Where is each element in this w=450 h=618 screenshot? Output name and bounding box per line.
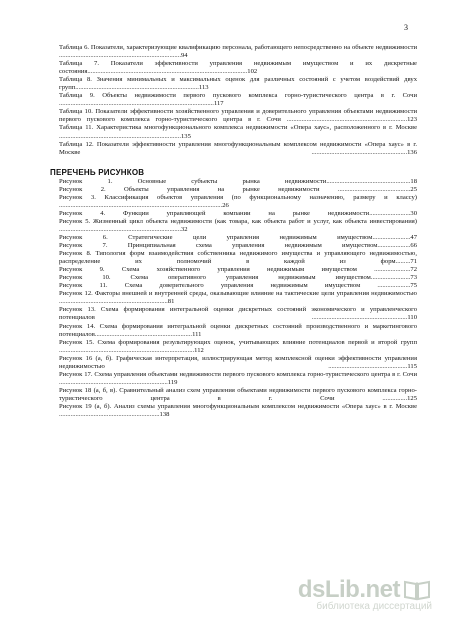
figure-entry: Рисунок 5. Жизненный цикл объекта недвижимости (как товара, как объекта работ и услуг, как объекта инвестирования) ..........................................................................32	[59, 217, 417, 233]
figure-entry: Рисунок 7. Принципиальная схема управления недвижимым имуществом....................66	[59, 242, 417, 250]
watermark-subtitle: библиотека диссертаций	[316, 601, 432, 612]
figure-entry: Рисунок 15. Схема формирования результирующих оценок, учитывающих влияние потенциалов первой и второй групп ..................................................................................112	[59, 338, 417, 354]
table-entry: Таблица 11. Характеристика многофункционального комплекса недвижимости «Опера хаус», расположенного в г. Москве ..........................................................................135	[59, 124, 417, 140]
figures-list	[59, 178, 417, 419]
table-entry: Таблица 12. Показатели эффективности управления многофункциональным комплексом недвижимости «Опера хаус» в г. Москве ..........................................................136	[59, 140, 417, 156]
document-content	[50, 44, 417, 419]
figure-entry: Рисунок 9. Схема хозяйственного управления недвижимым имуществом ......................72	[59, 266, 417, 274]
figure-entry: Рисунок 4. Функции управляющей компании на рынке недвижимости.........................30	[59, 209, 417, 217]
tables-list	[59, 44, 417, 157]
figure-entry: Рисунок 6. Стратегические цели управления недвижимым имуществом.......................47	[59, 233, 417, 241]
figure-entry: Рисунок 3. Классификация объектов управления (по функциональному назначению, размеру и классу) ...................................................................................................26	[59, 193, 417, 209]
table-entry: Таблица 9. Объекты недвижимости первого пускового комплекса горно-туристического центра в г. Сочи ..............................................................................................117	[59, 92, 417, 108]
table-entry: Таблица 6. Показатели, характеризующие квалификацию персонала, работающего непосредственно на объекте недвижимости ..........................................................................94	[59, 44, 417, 60]
table-entry: Таблица 7. Показатели эффективности управления недвижимым имуществом и их дискретные состояния.................................................................................................102	[59, 60, 417, 76]
figure-entry: Рисунок 12. Факторы внешней и внутренней среды, оказывающие влияние на тактические цели управления недвижимостью ..................................................................81	[59, 290, 417, 306]
site-watermark	[298, 576, 432, 612]
figure-entry: Рисунок 18 (а, б, в). Сравнительный анализ схем управления объектами недвижимости первого пускового комплекса горно-туристического центра в г. Сочи ...............125	[59, 386, 417, 402]
figure-entry: Рисунок 14. Схема формирования интегральной оценки дискретных состояний производственного и маркетингового потенциалов...........................................................111	[59, 322, 417, 338]
book-icon	[402, 578, 432, 602]
figures-section-title: ПЕРЕЧЕНЬ РИСУНКОВ	[50, 167, 145, 177]
page-number: 3	[404, 23, 408, 32]
figure-entry: Рисунок 2. Объекты управления на рынке недвижимости ............................................25	[59, 185, 417, 193]
figure-entry: Рисунок 11. Схема доверительного управления недвижимым имуществом ....................75	[59, 282, 417, 290]
figure-entry: Рисунок 16 (а, б). Графическая интерпретация, иллюстрирующая метод комплексной оценки эффективности управления недвижимостью ................................................115	[59, 354, 417, 370]
table-entry: Таблица 10. Показатели эффективности хозяйственного управления и доверительного управления объектами недвижимости первого пускового комплекса горно-туристического центра в г. Сочи .........................................................................123	[59, 108, 417, 124]
figure-entry: Рисунок 1. Основные субъекты рынка недвижимости...................................................18	[59, 177, 417, 185]
figure-entry: Рисунок 17. Схема управления объектами недвижимости первого пускового комплекса горно-туристического центра в г. Сочи ..................................................................119	[59, 370, 417, 386]
watermark-logo: dsLib.net	[297, 576, 400, 603]
figure-entry: Рисунок 8. Типология форм взаимодействия собственника недвижимого имущества и управляющего недвижимостью, распределение их полномочий в каждой из форм.........71	[59, 250, 417, 266]
table-entry: Таблица 8. Значения минимальных и максимальных оценок для различных состояний с учетом воздействий двух групп...........................................................................113	[59, 76, 417, 92]
figure-entry: Рисунок 13. Схема формирования интегральной оценки дискретных состояний экономического и управленческого потенциалов ..........................................................110	[59, 306, 417, 322]
figure-entry: Рисунок 19 (а, б). Анализ схемы управления многофункциональным комплексом недвижимости «Опера хаус» в г. Москве .............................................................138	[59, 402, 417, 419]
figure-entry: Рисунок 10. Схема оперативного управления недвижимым имуществом........................73	[59, 274, 417, 282]
